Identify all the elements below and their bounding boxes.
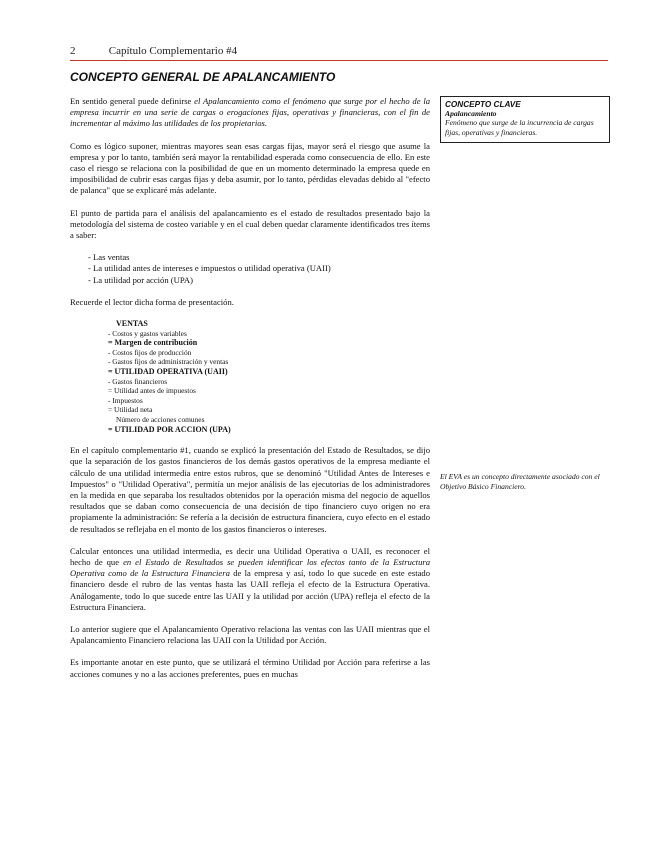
page-header [70, 45, 540, 57]
key-concept-definition: Fenómeno que surge de la incurrencia de cargas fijas, operativas y financieras. [445, 118, 594, 137]
paragraph-intermediate-profit: Calcular entonces una utilidad intermedia, es decir una Utilidad Operativa o UAII, es reconocer el hecho de que en el Estado de Resultados se pueden identificar los efectos tanto de la Estructura Operativa como de la Estructura Financiera de la empresa y así, todo lo que sucede en este estado financiero desde el rubro de las ventas hasta las UAII refleja el efecto de la Estructura Operativa. Análogamente, todo lo que sucede entre las UAII y la utilidad por acción (UPA) refleja el efecto de la Estructura Financiera. [70, 545, 431, 612]
pres-line: - Costos y gastos variables [108, 328, 187, 338]
header-rule [70, 60, 608, 61]
paragraph-leverage-relation: Lo anterior sugiere que el Apalancamiento Operativo relaciona las ventas con las UAII mientras que el Apalancamiento Financiero relaciona las UAII con la Utilidad por Acción. [70, 624, 430, 646]
paragraph-risk: Como es lógico suponer, mientras mayores sean esas cargas fijas, mayor será el riesgo que asume la empresa y por lo tanto, también será mayor la rentabilidad esperada como consecuencia de ello. En este caso el riesgo se relaciona con la posibilidad de que en un momento determinado la empresa quede en imposibilidad de cubrir esas cargas fijas y deba asumir, por lo tanto, pérdidas elevadas debido al "efecto de palanca" que se explicaré más adelante. [70, 140, 430, 196]
paragraph-definition: En sentido general puede definirse el Apalancamiento como el fenómeno que surge por el hecho de la empresa incurrir en una serie de cargas o erogaciones fijas, operativas y financieras, con el fin de incrementar al máximo las utilidades de los propietarios. [70, 96, 430, 129]
pres-line: VENTAS [116, 319, 148, 329]
list-item: - La utilidad por acción (UPA) [88, 274, 193, 285]
paragraph-starting-point: El punto de partida para el análisis del apalancamiento es el estado de resultados presentado bajo la metodología del sistema de costeo variable y en el cual deben quedar claramente identificados tres ítems a saber: [70, 207, 430, 241]
pres-line: Número de acciones comunes [116, 414, 205, 424]
income-statement-format [108, 319, 430, 434]
main-column [70, 96, 430, 691]
paragraph-reminder: Recuerde el lector dicha forma de presentación. [70, 296, 234, 307]
list-item: - La utilidad antes de intereses e impuestos o utilidad operativa (UAII) [88, 263, 331, 274]
paragraph-chapter-reference: En el capítulo complementario #1, cuando se explicó la presentación del Estado de Resultados, se dijo que la separación de los gastos financieros de los demás gastos operativos de la empresa mediante el cálculo de una utilidad intermedia entre estos rubros, que se denominó "Utilidad Antes de Intereses e Impuestos" o "Utilidad Operativa", permitía un mejor análisis de las ejecutorias de los administradores en la medida en que separaba los resultados obtenidos por la operación misma del negocio de aquellos resultados que se daban como consecuencia de una decisión de tipo financiero cuyo origen no era propiamente la administración: Se refería a la decisión de estructura financiera, cuyo efecto en el estado de resultados se reflejaba en el monto de los gastos financieros o intereses. [70, 445, 430, 534]
pres-line: = UTILIDAD OPERATIVA (UAII) [108, 367, 228, 377]
pres-line: = Utilidad neta [108, 405, 153, 415]
definition-italic: el Apalancamiento como el fenómeno que surge por el hecho de la empresa incurrir en una serie de cargas o erogaciones fijas, operativas y financieras, con el fin de incrementar al máximo las utilidades de los propietarios. [70, 96, 430, 129]
pres-line: - Gastos financieros [108, 376, 168, 386]
paragraph-upa-note: Es importante anotar en este punto, que se utilizará el término Utilidad por Acción para referirse a las acciones comunes y no a las acciones preferentes, pues en muchas [70, 657, 430, 679]
list-item: - Las ventas [88, 252, 130, 263]
pres-line: - Costos fijos de producción [108, 347, 192, 357]
section-title: CONCEPTO GENERAL DE APALANCAMIENTO [70, 70, 336, 84]
items-list [88, 252, 430, 286]
pres-line: = Utilidad antes de impuestos [108, 386, 196, 396]
pres-line: - Impuestos [108, 395, 143, 405]
pres-line: = UTILIDAD POR ACCION (UPA) [108, 424, 231, 434]
chapter-title: Capítulo Complementario #4 [108, 45, 238, 57]
pres-line: = Margen de contribución [108, 338, 198, 348]
key-concept-box [440, 96, 610, 143]
page-number: 2 [70, 45, 76, 57]
key-concept-heading: CONCEPTO CLAVE [445, 100, 521, 109]
structure-italic: en el Estado de Resultados se pueden identificar los efectos tanto de la Estructura Operativa como de la Estructura Financiera [70, 557, 431, 579]
pres-line: - Gastos fijos de administración y ventas [108, 357, 229, 367]
margin-note: El EVA es un concepto directamente asociado con el Objetivo Básico Financiero. [440, 472, 600, 491]
key-concept-term: Apalancamiento [445, 109, 497, 119]
